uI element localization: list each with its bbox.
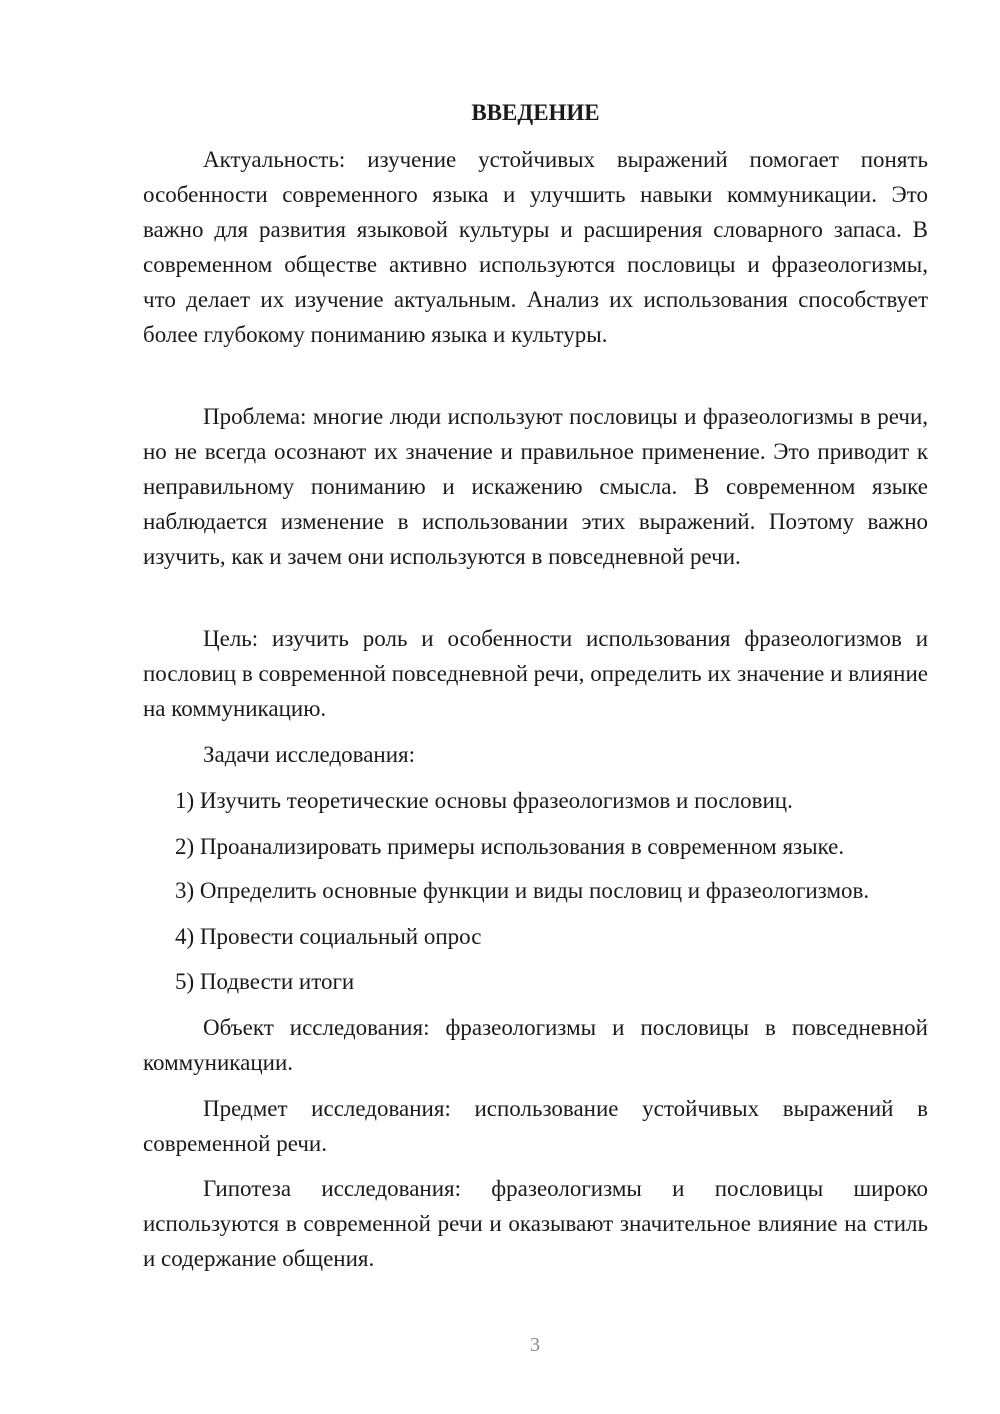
- goal-paragraph: Цель: изучить роль и особенности использования фразеологизмов и пословиц в современной повседневной речи, определить их значение и влияние на коммуникацию.: [143, 626, 928, 721]
- task-item-1: 1) Изучить теоретические основы фразеологизмов и пословиц.: [175, 788, 793, 813]
- task-item-3: 3) Определить основные функции и виды пословиц и фразеологизмов.: [175, 878, 870, 903]
- task-item-4: 4) Провести социальный опрос: [175, 924, 482, 949]
- object-paragraph: Объект исследования: фразеологизмы и пословицы в повседневной коммуникации.: [143, 1015, 928, 1075]
- tasks-heading: Задачи исследования:: [203, 742, 416, 767]
- page-number: 3: [530, 1334, 540, 1356]
- hypothesis-paragraph: Гипотеза исследования: фразеологизмы и пословицы широко используются в современной речи и оказывают значительное влияние на стиль и содержание общения.: [143, 1176, 928, 1271]
- page-title: ВВЕДЕНИЕ: [471, 100, 600, 125]
- relevance-paragraph: Актуальность: изучение устойчивых выражений помогает понять особенности современного языка и улучшить навыки коммуникации. Это важно для развития языковой культуры и расширения словарного запаса. В современном обществе активно используются пословицы и фразеологизмы, что делает их изучение актуальным. Анализ их использования способствует более глубокому пониманию языка и культуры.: [143, 147, 928, 347]
- task-item-2: 2) Проанализировать примеры использования в современном языке.: [175, 834, 845, 859]
- task-item-5: 5) Подвести итоги: [175, 969, 355, 994]
- subject-paragraph: Предмет исследования: использование устойчивых выражений в современной речи.: [143, 1096, 928, 1156]
- problem-paragraph: Проблема: многие люди используют пословицы и фразеологизмы в речи, но не всегда осознают их значение и правильное применение. Это приводит к неправильному пониманию и искажению смысла. В современном языке наблюдается изменение в использовании этих выражений. Поэтому важно изучить, как и зачем они используются в повседневной речи.: [143, 404, 928, 569]
